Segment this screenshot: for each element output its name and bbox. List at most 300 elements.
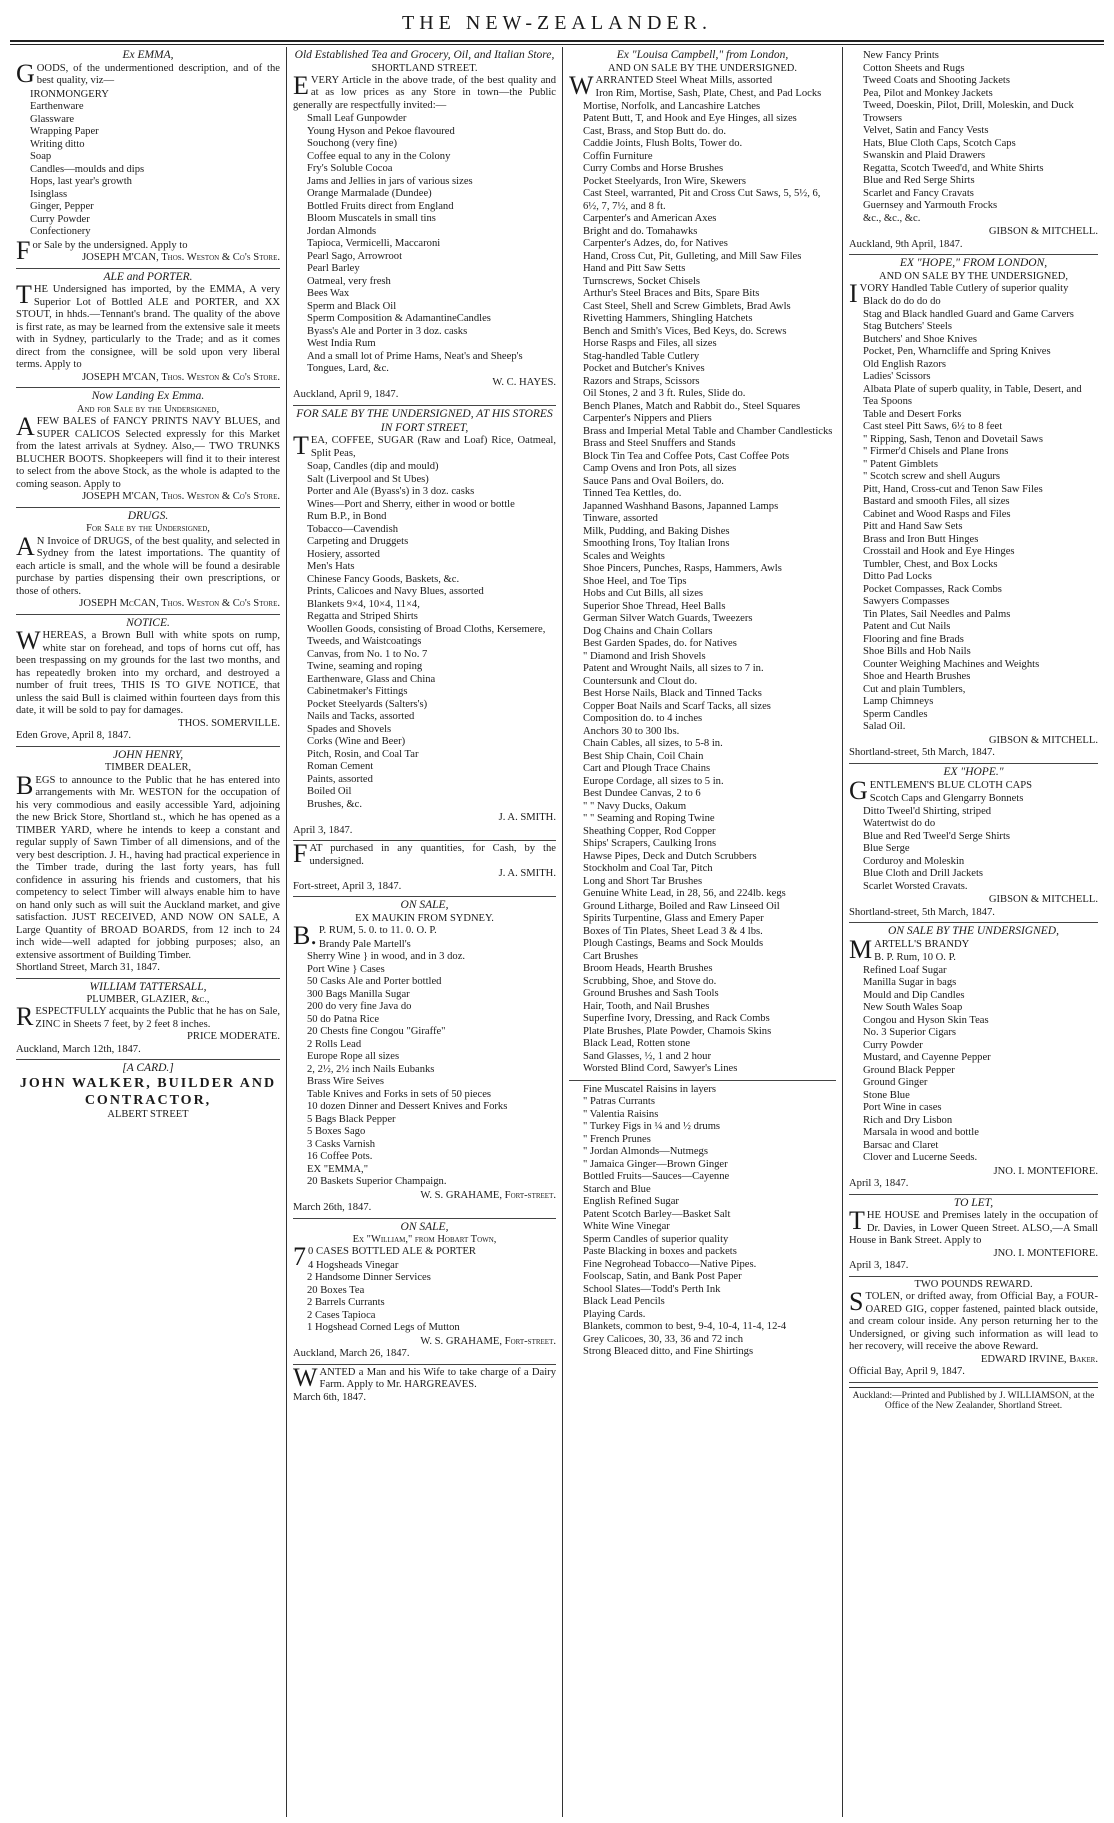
ad-item: Pitch, Rosin, and Coal Tar	[307, 748, 419, 760]
ad-item: 3 Casks Varnish	[307, 1138, 376, 1150]
ad-heading: Ex "Louisa Campbell," from London,	[616, 49, 789, 61]
ad-item: B. P. Rum, 10 O. P.	[874, 952, 956, 964]
ad-body-text: GENTLEMEN'S BLUE CLOTH CAPS	[849, 775, 1033, 805]
ad-item: Candles—moulds and dips	[30, 163, 145, 175]
ad-item: Scarlet and Fancy Cravats	[863, 187, 974, 199]
ad-item: Brass and Steel Snuffers and Stands	[583, 438, 736, 450]
ad-item: Stag and Black handled Guard and Game Carvers	[863, 308, 1074, 320]
ad-item: 50 Casks Ale and Porter bottled	[307, 976, 442, 987]
ad-item: Japanned Washhand Basons, Japanned Lamps	[583, 500, 779, 512]
ad-item: Cart and Plough Trace Chains	[583, 763, 711, 775]
ad-item: New South Wales Soap	[863, 1002, 963, 1014]
ad-subheading: TIMBER DEALER,	[104, 762, 192, 774]
ad-item: Cart Brushes	[583, 950, 639, 962]
advertisement	[849, 255, 1098, 764]
ad-item: Bright and do. Tomahawks	[583, 225, 698, 237]
ad-item: " Scotch screw and shell Augurs	[863, 471, 1001, 483]
ad-item: 2 Rolls Lead	[307, 1038, 362, 1050]
ad-item: Flooring and fine Brads	[863, 633, 964, 645]
ad-item: Block Tin Tea and Coffee Pots, Cast Coffee Pots	[583, 450, 790, 462]
ad-item: " Jordan Almonds—Nutmegs	[583, 1146, 708, 1158]
ad-item: " Firmer'd Chisels and Plane Irons	[863, 446, 1009, 458]
ad-signature: PRICE MODERATE.	[187, 1031, 280, 1043]
ad-item: Blue and Red Tweel'd Serge Shirts	[863, 830, 1011, 842]
ad-item: Tumbler, Chest, and Box Locks	[863, 558, 998, 570]
ad-item: Fine Muscatel Raisins in layers	[583, 1083, 716, 1095]
ad-signature: JOSEPH McCAN, Thos. Weston & Co's Store.	[79, 598, 280, 609]
ad-item: 10 dozen Dinner and Dessert Knives and Forks	[307, 1101, 508, 1112]
ad-item: Cotton Sheets and Rugs	[863, 62, 965, 74]
ad-item: 20 Boxes Tea	[307, 1284, 365, 1296]
ad-body-text: THE HOUSE and Premises lately in the occupation of Dr. Davies, in Lower Queen Street. ALSO,—A Small House in Bank Street. Apply to	[849, 1206, 1098, 1247]
ad-subheading: AND ON SALE BY THE UNDERSIGNED.	[608, 62, 797, 74]
ad-heading: JOHN HENRY,	[112, 748, 184, 761]
ad-item: Twine, seaming and roping	[307, 661, 423, 673]
ad-heading: DRUGS.	[127, 509, 169, 522]
ad-body-text: MARTELL'S BRANDY	[849, 934, 970, 964]
ad-item: Anchors 30 to 300 lbs.	[583, 725, 680, 737]
ad-item: No. 3 Superior Cigars	[863, 1027, 956, 1039]
ad-item: Caddie Joints, Flush Bolts, Tower do.	[583, 138, 743, 150]
ad-item: 20 Baskets Superior Champaign.	[307, 1176, 447, 1187]
ad-item: Patent and Cut Nails	[863, 621, 951, 633]
ad-item: Sperm Candles	[863, 708, 928, 720]
ad-item: Ginger, Pepper	[30, 201, 94, 213]
ad-item: Scotch Caps and Glengarry Bonnets	[869, 793, 1024, 804]
ad-item: " Valentia Raisins	[583, 1108, 659, 1120]
ad-body-text: TEA, COFFEE, SUGAR (Raw and Loaf) Rice, Oatmeal, Split Peas,	[293, 431, 556, 461]
ad-item: Sperm and Black Oil	[307, 300, 397, 312]
ad-item: Rum B.P., in Bond	[307, 511, 387, 523]
ad-item: Paints, assorted	[307, 773, 373, 785]
ad-item: Razors and Straps, Scissors	[583, 375, 700, 387]
advertisement	[16, 269, 280, 389]
ad-item: Spades and Shovels	[307, 723, 392, 735]
ad-item: Chinese Fancy Goods, Baskets, &c.	[307, 573, 460, 585]
ad-item: Counter Weighing Machines and Weights	[863, 658, 1040, 670]
ad-item: Patent and Wrought Nails, all sizes to 7 in.	[583, 663, 764, 675]
ad-signature: JNO. I. MONTEFIORE.	[993, 1165, 1098, 1177]
ad-item: Woollen Goods, consisting of Broad Cloths, Kersemere, Tweeds, and Waistcoatings	[307, 623, 546, 648]
ad-item: Hair, Tooth, and Nail Brushes	[583, 1000, 710, 1012]
ad-signature: JOSEPH M'CAN, Thos. Weston & Co's Store.	[82, 371, 280, 383]
ad-dateline: Auckland, March 12th, 1847.	[16, 1043, 141, 1055]
ad-body-text: RESPECTFULLY acquaints the Public that he has on Sale, ZINC in Sheets 7 feet, by 2 feet 8 inches.	[16, 1002, 280, 1032]
ad-heading: EX "HOPE."	[943, 765, 1004, 778]
ad-item: Mustard, and Cayenne Pepper	[863, 1052, 991, 1064]
ad-item: Plate Brushes, Plate Powder, Chamois Skins	[583, 1025, 772, 1037]
ad-item-list	[16, 89, 280, 239]
ad-heading: EX "HOPE," FROM LONDON,	[899, 257, 1048, 269]
ad-item: Carpenter's Adzes, do, for Natives	[583, 238, 728, 250]
ad-item: " " Navy Ducks, Oakum	[583, 800, 687, 812]
ad-item: Ground Ginger	[863, 1077, 928, 1089]
ad-heading: TO LET,	[953, 1196, 994, 1209]
ad-item: Fry's Soluble Cocoa	[307, 163, 393, 175]
advertisement	[16, 747, 280, 979]
ad-heading: Now Landing Ex Emma.	[91, 390, 205, 403]
ad-signature: THOS. SOMERVILLE.	[178, 717, 280, 729]
ad-footer-text: For Sale by the undersigned. Apply to	[16, 235, 188, 265]
ad-dateline: March 6th, 1847.	[293, 1391, 366, 1403]
ad-item: Patent Butt, T, and Hook and Eye Hinges, all sizes	[583, 113, 797, 125]
ad-item-list	[293, 113, 556, 376]
ad-item: Cut and plain Tumblers,	[863, 683, 966, 695]
ad-item: 5 Boxes Sago	[307, 1126, 366, 1137]
ad-signature: JNO. I. MONTEFIORE.	[993, 1247, 1098, 1259]
ad-item: Watertwist do do	[863, 818, 936, 829]
ad-item: Copper Boat Nails and Scarf Tacks, all sizes	[583, 700, 771, 712]
ad-item: Boxes of Tin Plates, Sheet Lead 3 & 4 lbs.	[583, 925, 763, 937]
ad-dateline: April 3, 1847.	[293, 824, 353, 836]
ad-dateline: Fort-street, April 3, 1847.	[293, 880, 402, 892]
ad-item: Shoe Pincers, Punches, Rasps, Hammers, Awls	[583, 563, 782, 575]
ad-item: Cast, Brass, and Stop Butt do. do.	[583, 125, 727, 137]
ad-item: Shoe and Hearth Brushes	[863, 671, 971, 683]
ad-item: Stag-handled Table Cutlery	[583, 350, 700, 362]
ad-item: Strong Bleaced ditto, and Fine Shirtings	[583, 1346, 754, 1358]
ad-dateline: Auckland, April 9, 1847.	[293, 389, 399, 401]
advertisement	[16, 1060, 280, 1124]
ad-item: Old English Razors	[863, 358, 946, 370]
ad-item: Jams and Jellies in jars of various sizes	[307, 175, 473, 187]
ad-item: Oil Stones, 2 and 3 ft. Rules, Slide do.	[583, 388, 746, 400]
ad-item: " Diamond and Irish Shovels	[583, 650, 706, 662]
ad-item-list	[849, 793, 1098, 893]
ad-item: " Ripping, Sash, Tenon and Dovetail Saws	[863, 433, 1043, 445]
ad-item: Sauce Pans and Oval Boilers, do.	[583, 475, 724, 487]
ad-item: Chain Cables, all sizes, to 5-8 in.	[583, 738, 723, 750]
ad-item: Table and Desert Forks	[863, 408, 962, 420]
ad-heading: ON SALE BY THE UNDERSIGNED,	[888, 925, 1059, 937]
advertisement	[849, 1277, 1098, 1383]
advertisement	[569, 47, 836, 1081]
ad-heading: [A CARD.]	[122, 1062, 174, 1075]
ad-item: IRONMONGERY	[30, 88, 109, 100]
ad-item-list	[293, 939, 556, 1189]
ad-item: Sawyers Compasses	[863, 596, 950, 608]
ad-item-list	[849, 50, 1098, 225]
ad-item: Bench and Smith's Vices, Bed Keys, do. Screws	[583, 325, 787, 337]
ad-item: German Silver Watch Guards, Tweezers	[583, 613, 753, 625]
ad-signature: GIBSON & MITCHELL.	[988, 894, 1098, 905]
ad-item: Wines—Port and Sherry, either in wood or bottle	[307, 498, 515, 510]
ad-item: Smoothing Irons, Toy Italian Irons	[583, 538, 730, 550]
ad-item-list	[849, 952, 1098, 1165]
advertisement	[16, 979, 280, 1061]
advertisement	[16, 615, 280, 747]
ad-item: Blankets 9×4, 10×4, 11×4,	[307, 598, 420, 610]
ad-item: Camp Ovens and Iron Pots, all sizes	[583, 463, 737, 475]
ad-item: Coffee equal to any in the Colony	[307, 150, 451, 162]
ad-item: Black Lead Pencils	[583, 1296, 665, 1308]
ad-item: Tin Plates, Sail Needles and Palms	[863, 608, 1011, 620]
ad-body-text: WANTED a Man and his Wife to take charge of a Dairy Farm. Apply to Mr. HARGREAVES.	[293, 1362, 556, 1392]
ad-dateline: March 26th, 1847.	[293, 1202, 372, 1213]
ad-body-text: 70 CASES BOTTLED ALE & PORTER	[293, 1242, 476, 1272]
ad-item: Sand Glasses, ½, 1 and 2 hour	[583, 1050, 711, 1062]
ad-item: Sherry Wine } in wood, and in 3 doz.	[307, 951, 466, 962]
ad-subheading: And for Sale by the Undersigned,	[76, 403, 220, 415]
column-2	[286, 47, 562, 1817]
ad-body-text: BEGS to announce to the Public that he has entered into arrangements with Mr. WESTON for the occupation of his very commodious and easily accessible Yard, adjoining the new Brick Store, Shortland st., which he has opened as a TIMBER YARD, where he intends to keep a constant and regular supply of Sawn Timber of all dimensions, and of the very best description. J. H., having had practical experience in the Timber trade, during the last forty years, has full confidence in assuring his friends and customers, that his competency to select Timber will always enable him to have on hand only such as will suit the Auckland market, and give satisfaction. JUST RECEIVED, AND NOW ON SALE, A Large Quantity of BROAD BOARDS, from 12 inch to 24 inch wide—well adapted for jobbing purposes; also, an extensive assortment of Building Timber.	[16, 770, 280, 961]
ad-item: Regatta and Striped Shirts	[307, 611, 418, 623]
advertisement	[849, 47, 1098, 255]
ad-item: Scrubbing, Shoe, and Stove do.	[583, 975, 717, 987]
ad-item: Pearl Barley	[307, 263, 360, 275]
ad-body-text: B.P. RUM, 5. 0. to 11. 0. O. P.	[293, 921, 437, 950]
ad-item: Blankets, common to best, 9-4, 10-4, 11-4, 12-4	[583, 1321, 787, 1333]
ad-heading: ALE and PORTER.	[103, 270, 193, 283]
ad-signature: J. A. SMITH.	[498, 812, 556, 824]
ad-item: Brass and Imperial Metal Table and Chamber Candlesticks	[583, 425, 833, 437]
column-3	[562, 47, 842, 1817]
ad-item: Countersunk and Clout do.	[583, 675, 698, 687]
ad-dateline: Eden Grove, April 8, 1847.	[16, 730, 132, 742]
ad-item: Refined Loaf Sugar	[863, 964, 947, 976]
ad-item: Table Knives and Forks in sets of 50 pieces	[307, 1088, 492, 1100]
advertisement	[16, 508, 280, 615]
advertisement	[849, 764, 1098, 923]
ad-item: Soap, Candles (dip and mould)	[307, 461, 439, 473]
ad-body-text: FAT purchased in any quantities, for Cash, by the undersigned.	[293, 839, 556, 869]
ad-item: " Turkey Figs in ¼ and ½ drums	[583, 1121, 721, 1133]
ad-item: Hops, last year's growth	[30, 176, 132, 188]
ad-item: Cast Steel, warranted, Pit and Cross Cut Saws, 5, 5½, 6, 6½, 7, 7½, and 8 ft.	[583, 188, 821, 212]
ad-item: Brandy Pale Martell's	[318, 938, 411, 950]
ad-item: Men's Hats	[307, 561, 355, 573]
ad-item: Genuine White Lead, in 28, 56, and 224lb. kegs	[583, 888, 786, 900]
ad-item: Rivetting Hammers, Shingling Hatchets	[583, 313, 753, 325]
ad-item: Dog Chains and Chain Collars	[583, 625, 713, 637]
ad-dateline: Auckland, March 26, 1847.	[293, 1348, 410, 1360]
advertisement	[293, 897, 556, 1218]
ad-item: Soap	[30, 151, 52, 163]
ad-item: Congou and Hyson Skin Teas	[863, 1014, 989, 1026]
ad-item: " " Seaming and Roping Twine	[583, 813, 715, 825]
ad-subheading: Ex "William," from Hobart Town,	[352, 1234, 497, 1246]
imprint: Auckland:—Printed and Published by J. WILLIAMSON, at the Office of the New Zealander, Shortland Street.	[849, 1387, 1098, 1411]
ad-signature: JOSEPH M'CAN, Thos. Weston & Co's Store.	[82, 491, 280, 503]
ad-subheading: For Sale by the Undersigned,	[86, 523, 210, 535]
advertisement	[293, 47, 556, 406]
ad-item: Blue and Red Serge Shirts	[863, 175, 975, 186]
ad-item: White Wine Vinegar	[583, 1221, 670, 1233]
ad-item: Bastard and smooth Files, all sizes	[863, 496, 1010, 508]
ad-heading: ON SALE,	[400, 1220, 449, 1233]
ad-signature: JOSEPH M'CAN, Thos. Weston & Co's Store.	[82, 252, 280, 264]
ad-item: Bottled Fruits direct from England	[307, 200, 454, 212]
advertisement	[293, 406, 556, 841]
ad-item: " Patras Currants	[583, 1096, 655, 1108]
advertisement	[293, 1219, 556, 1365]
advertisement	[293, 841, 556, 897]
ad-item: Blue Serge	[863, 843, 910, 854]
ad-item: Curry Powder	[863, 1039, 923, 1051]
ad-item: Horse Rasps and Files, all sizes	[583, 338, 717, 350]
ad-item: Albata Plate of superb quality, in Table, Desert, and Tea Spoons	[863, 383, 1082, 408]
ad-item: Scales and Weights	[583, 550, 665, 562]
ad-dateline: Shortland-street, 5th March, 1847.	[849, 906, 995, 918]
ad-item: Bloom Muscatels in small tins	[307, 213, 436, 225]
ad-item: Earthenware, Glass and China	[307, 673, 436, 685]
ad-banner: JOHN WALKER, BUILDER AND CONTRACTOR,	[19, 1076, 277, 1108]
ad-item: Best Garden Spades, do. for Natives	[583, 638, 737, 650]
ad-item: Tweed Coats and Shooting Jackets	[863, 75, 1010, 86]
ad-item: Hand, Cross Cut, Pit, Gulleting, and Mill Saw Files	[583, 250, 802, 262]
ad-item: Crosstail and Hook and Eye Hinges	[863, 546, 1015, 558]
ad-subheading: EX MAUKIN FROM SYDNEY.	[355, 912, 494, 924]
ad-item: Tobacco—Cavendish	[307, 523, 399, 535]
ad-item: Butchers' and Shoe Knives	[863, 333, 978, 345]
ad-heading: WILLIAM TATTERSALL,	[89, 980, 207, 993]
ad-item: Carpenter's and American Axes	[583, 213, 717, 225]
ad-dateline: Official Bay, April 9, 1847.	[849, 1366, 965, 1377]
ad-item: West India Rum	[307, 338, 376, 350]
ad-item: Isinglass	[30, 188, 68, 200]
ad-item: Europe Cordage, all sizes to 5 in.	[583, 775, 724, 787]
ad-item: Pocket, Pen, Wharncliffe and Spring Knives	[863, 346, 1051, 358]
ad-item: Europe Rope all sizes	[307, 1051, 400, 1062]
ad-item: Earthenware	[30, 101, 84, 113]
ad-item: Composition do. to 4 inches	[583, 713, 703, 725]
ad-body-text: GOODS, of the undermentioned description, and of the best quality, viz—	[16, 58, 280, 88]
ad-item: Superior Shoe Thread, Heel Balls	[583, 600, 726, 612]
ad-item: Mould and Dip Candles	[863, 989, 965, 1001]
ad-item: Sperm Composition & AdamantineCandles	[307, 313, 491, 325]
ad-item: Stockholm and Coal Tar, Pitch	[583, 863, 713, 875]
ad-item: Pocket Compasses, Rack Combs	[863, 583, 1002, 595]
ad-signature: GIBSON & MITCHELL.	[988, 226, 1098, 237]
ad-item: 200 do very fine Java do	[307, 1001, 412, 1012]
column-4	[842, 47, 1104, 1817]
ad-item: Ground Black Pepper	[863, 1064, 955, 1076]
ad-item: Spirits Turpentine, Glass and Emery Paper	[583, 913, 764, 925]
ad-item: Ladies' Scissors	[863, 371, 931, 383]
ad-body-text: AFEW BALES of FANCY PRINTS NAVY BLUES, and SUPER CALICOS Selected expressly for this Market from the latest arrivals at Sydney. Also,— TWO TRUNKS BLUCHER BOOTS. Shopkeepers will find it to their interest to select from the above Stock, as the whole is adapted to the coming season. Apply to	[16, 412, 280, 490]
ad-item: Fine Negrohead Tobacco—Native Pipes.	[583, 1258, 757, 1270]
ad-item: Small Leaf Gunpowder	[307, 113, 407, 125]
ad-subheading: AND ON SALE BY THE UNDERSIGNED,	[879, 270, 1068, 282]
advertisement	[293, 1362, 556, 1408]
ad-item: Velvet, Satin and Fancy Vests	[863, 125, 989, 136]
ad-item: And a small lot of Prime Hams, Neat's and Sheep's Tongues, Lard, &c.	[307, 350, 523, 375]
ad-item: Best Horse Nails, Black and Tinned Tacks	[583, 688, 762, 700]
ad-item: Blue Cloth and Drill Jackets	[863, 868, 984, 879]
ad-item: 20 Chests fine Congou "Giraffe"	[307, 1026, 446, 1037]
advertisement	[16, 388, 280, 507]
ad-item: Hand and Pitt Saw Setts	[583, 263, 686, 275]
ad-item: 1 Hogshead Corned Legs of Mutton	[307, 1322, 460, 1334]
ad-item: 300 Bags Manilla Sugar	[307, 988, 410, 1000]
ad-item: Mortise, Norfolk, and Lancashire Latches	[583, 100, 761, 112]
ad-item: Curry Powder	[30, 213, 90, 225]
ad-item: Bench Planes, Match and Rabbit do., Steel Squares	[583, 400, 801, 412]
ad-item: Orange Marmalade (Dundee)	[307, 188, 432, 200]
ad-item: Regatta, Scotch Tweed'd, and White Shirts	[863, 162, 1044, 174]
ad-item: Manilla Sugar in bags	[863, 977, 957, 989]
ad-item: Worsted Blind Cord, Sawyer's Lines	[583, 1063, 738, 1075]
ad-item: Cabinet and Wood Rasps and Files	[863, 508, 1011, 520]
ad-item: Sperm Candles of superior quality	[583, 1233, 729, 1245]
ad-item: Pearl Sago, Arrowroot	[307, 250, 403, 262]
ad-item: Foolscap, Satin, and Bank Post Paper	[583, 1271, 742, 1283]
ad-item: Best Ship Chain, Coil Chain	[583, 750, 704, 762]
ad-item: Jordan Almonds	[307, 225, 377, 237]
ad-item: Ground Litharge, Boiled and Raw Linseed Oil	[583, 900, 780, 912]
ad-heading: NOTICE.	[126, 616, 170, 629]
ad-item: Marsala in wood and bottle	[863, 1127, 979, 1139]
ad-item: Confectionery	[30, 226, 91, 238]
ad-item: Oatmeal, very fresh	[307, 275, 391, 287]
ad-item-list	[293, 1260, 556, 1335]
advertisement	[849, 923, 1098, 1195]
ad-item: Coffin Furniture	[583, 150, 653, 162]
ad-item: 2 Handsome Dinner Services	[307, 1272, 431, 1284]
ad-heading: FOR SALE BY THE UNDERSIGNED, AT HIS STORES IN FORT STREET,	[296, 407, 553, 434]
ad-subheading: ALBERT STREET	[107, 1109, 189, 1121]
ad-item: Curry Combs and Horse Brushes	[583, 163, 724, 175]
ad-item: Byass's Ale and Porter in 3 doz. casks	[307, 325, 468, 337]
ad-body-text: EVERY Article in the above trade, of the best quality and at as low prices as any Store in town—the Public generally are respectfully invited:—	[293, 70, 556, 111]
advertisement	[569, 1081, 836, 1363]
masthead-rule	[10, 40, 1104, 45]
ad-item: Pitt, Hand, Cross-cut and Tenon Saw Files	[863, 483, 1043, 495]
column-1	[10, 47, 286, 1817]
ad-item: Glassware	[30, 113, 75, 125]
ad-item: Porter and Ale (Byass's) in 3 doz. casks	[307, 486, 475, 498]
ad-item: Rich and Dry Lisbon	[863, 1114, 953, 1126]
ad-item: Souchong (very fine)	[307, 138, 398, 150]
ad-item: &c., &c., &c.	[863, 212, 921, 224]
ad-item: Brass and Iron Butt Hinges	[863, 533, 979, 545]
ad-item: Cabinetmaker's Fittings	[307, 686, 408, 698]
ad-item: Shoe Heel, and Toe Tips	[583, 575, 687, 587]
ad-item: Pocket and Butcher's Knives	[583, 363, 705, 375]
ad-item: Young Hyson and Pekoe flavoured	[307, 125, 455, 137]
ad-body-text: WARRANTED Steel Wheat Mills, assorted	[569, 70, 773, 100]
ad-item: Grey Calicoes, 30, 33, 36 and 72 inch	[583, 1333, 744, 1345]
ad-item: Ditto Tweel'd Shirting, striped	[863, 805, 992, 817]
ad-item: Nails and Tacks, assorted	[307, 711, 415, 723]
ad-item: " Jamaica Ginger—Brown Ginger	[583, 1158, 728, 1170]
ad-item: Shoe Bills and Hob Nails	[863, 646, 971, 658]
ad-item: Milk, Pudding, and Baking Dishes	[583, 525, 730, 537]
ad-subheading: SHORTLAND STREET.	[371, 62, 478, 74]
ad-item: Long and Short Tar Brushes	[583, 875, 703, 887]
ad-item: Clover and Lucerne Seeds.	[863, 1152, 978, 1164]
ad-item: Cast Steel, Shell and Screw Gimblets, Brad Awls	[583, 300, 791, 312]
ad-item: Sheathing Copper, Rod Copper	[583, 825, 716, 837]
ad-item: Best Dundee Canvas, 2 to 6	[583, 788, 701, 800]
ad-item: Turnscrews, Socket Chisels	[583, 275, 701, 287]
ad-item-list	[849, 296, 1098, 734]
ad-item: Brass Wire Seives	[307, 1076, 385, 1087]
ad-item-list	[569, 88, 836, 1076]
ad-item: Canvas, from No. 1 to No. 7	[307, 648, 428, 660]
ad-item: Carpenter's Nippers and Pliers	[583, 413, 712, 425]
columns	[10, 47, 1104, 1817]
ad-item: Writing ditto	[30, 138, 85, 150]
advertisement	[16, 47, 280, 269]
ad-item: Hosiery, assorted	[307, 548, 380, 560]
advertisement	[849, 1195, 1098, 1277]
ad-item: Ground Brushes and Sash Tools	[583, 988, 719, 1000]
ad-item: Wrapping Paper	[30, 126, 99, 138]
ad-signature: W. C. HAYES.	[492, 376, 556, 388]
ad-item: EX "EMMA,"	[307, 1163, 369, 1175]
ad-dateline: Auckland, 9th April, 1847.	[849, 238, 963, 250]
